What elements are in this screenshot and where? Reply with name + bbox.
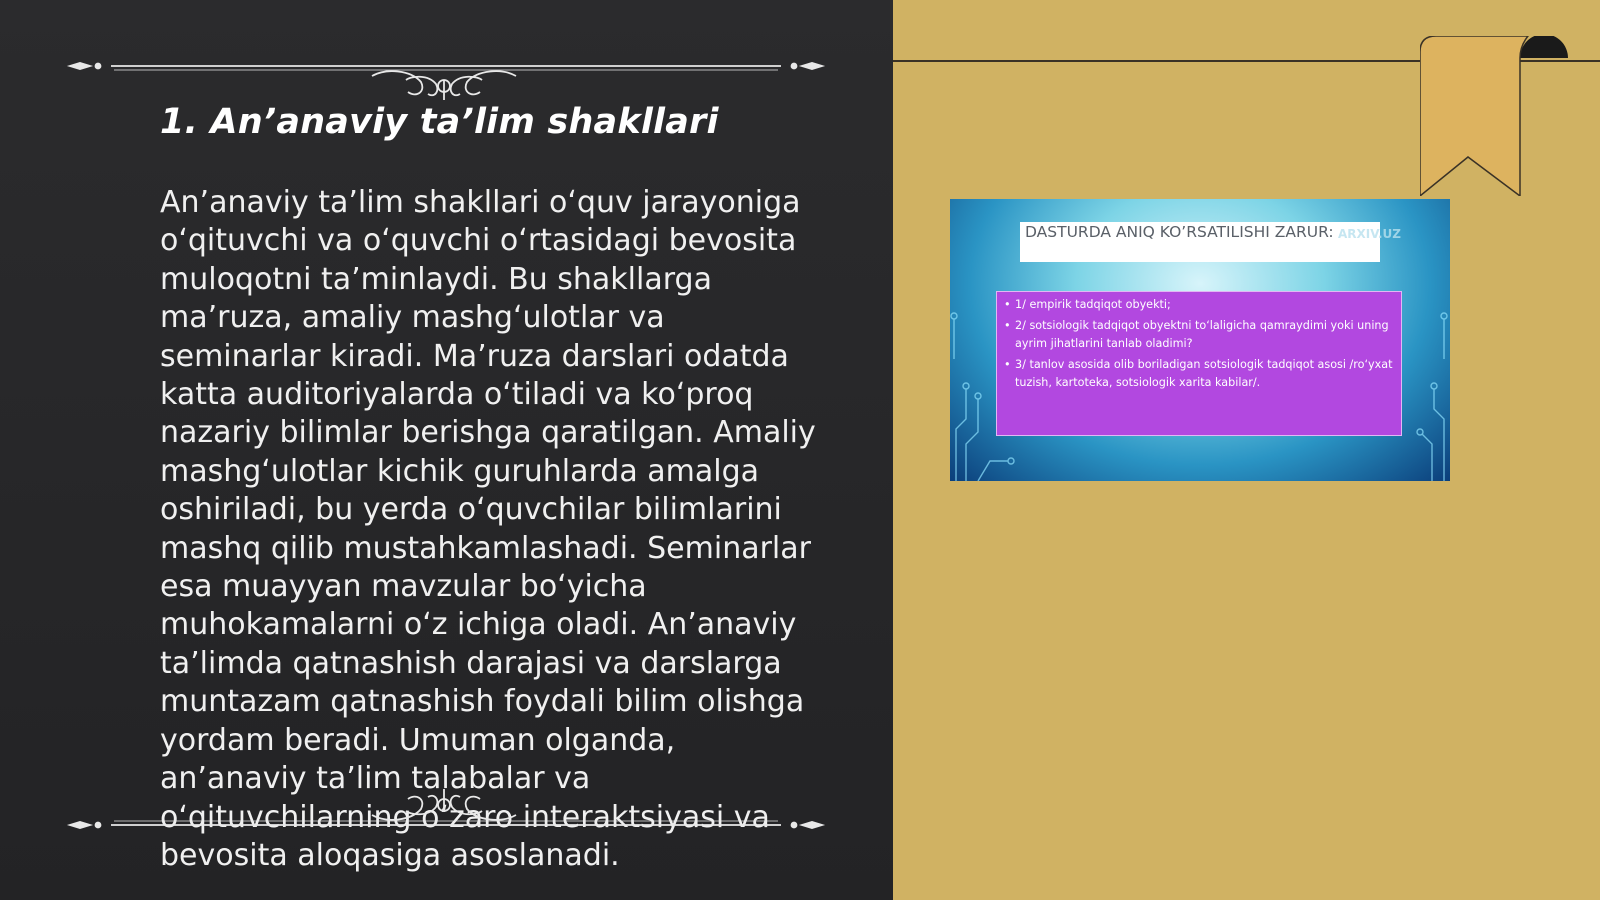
thumbnail-bullet-box: [996, 291, 1402, 436]
slide-title: 1. An’anaviy ta’lim shakllari: [160, 102, 719, 142]
flourish-ornament-bottom: [66, 786, 826, 846]
list-item: • 1/ empirik tadqiqot obyekti;: [1003, 296, 1395, 314]
watermark-badge: ARXIV.UZ: [1338, 227, 1401, 241]
thumbnail-title: DASTURDA ANIQ KO’RSATILISHI ZARUR:: [1020, 222, 1380, 262]
flourish-ornament-top: [66, 40, 826, 100]
list-item: • 2/ sotsiologik tadqiqot obyektni to‘laligicha qamraydimi yoki uning ayrim jihatlarini tanlab oladimi?: [1003, 317, 1395, 353]
embedded-slide-thumbnail: [950, 199, 1450, 481]
slide-body-text: An’anaviy ta’lim shakllari o‘quv jarayoniga o‘qituvchi va o‘quvchi o‘rtasidagi bevosita muloqotni ta’minlaydi. Bu shakllarga ma’ruza, amaliy mashg‘ulotlar va seminarlar kiradi. Ma’ruza darslari odatda katta auditoriyalarda o‘tiladi va ko‘proq nazariy bilimlar berishga qaratilgan. Amaliy mashg‘ulotlar kichik guruhlarda amalga oshiriladi, bu yerda o‘quvchilar bilimlarini mashq qilib mustahkamlashadi. Seminarlar esa muayyan mavzular bo‘yicha muhokamalarni o‘z ichiga oladi. An’anaviy ta’limda qatnashish darajasi va darslarga muntazam qatnashish foydali bilim olishga yordam beradi. Umuman olganda, an’anaviy ta’lim talabalar va o‘qituvchilarning o‘zaro interaktsiyasi va bevosita aloqasiga asoslanadi.: [160, 185, 816, 873]
bookmark-ribbon: [1420, 36, 1570, 196]
list-item: • 3/ tanlov asosida olib boriladigan sotsiologik tadqiqot asosi /ro‘yxat tuzish, kartoteka, sotsiologik xarita kabilar/.: [1003, 356, 1395, 392]
